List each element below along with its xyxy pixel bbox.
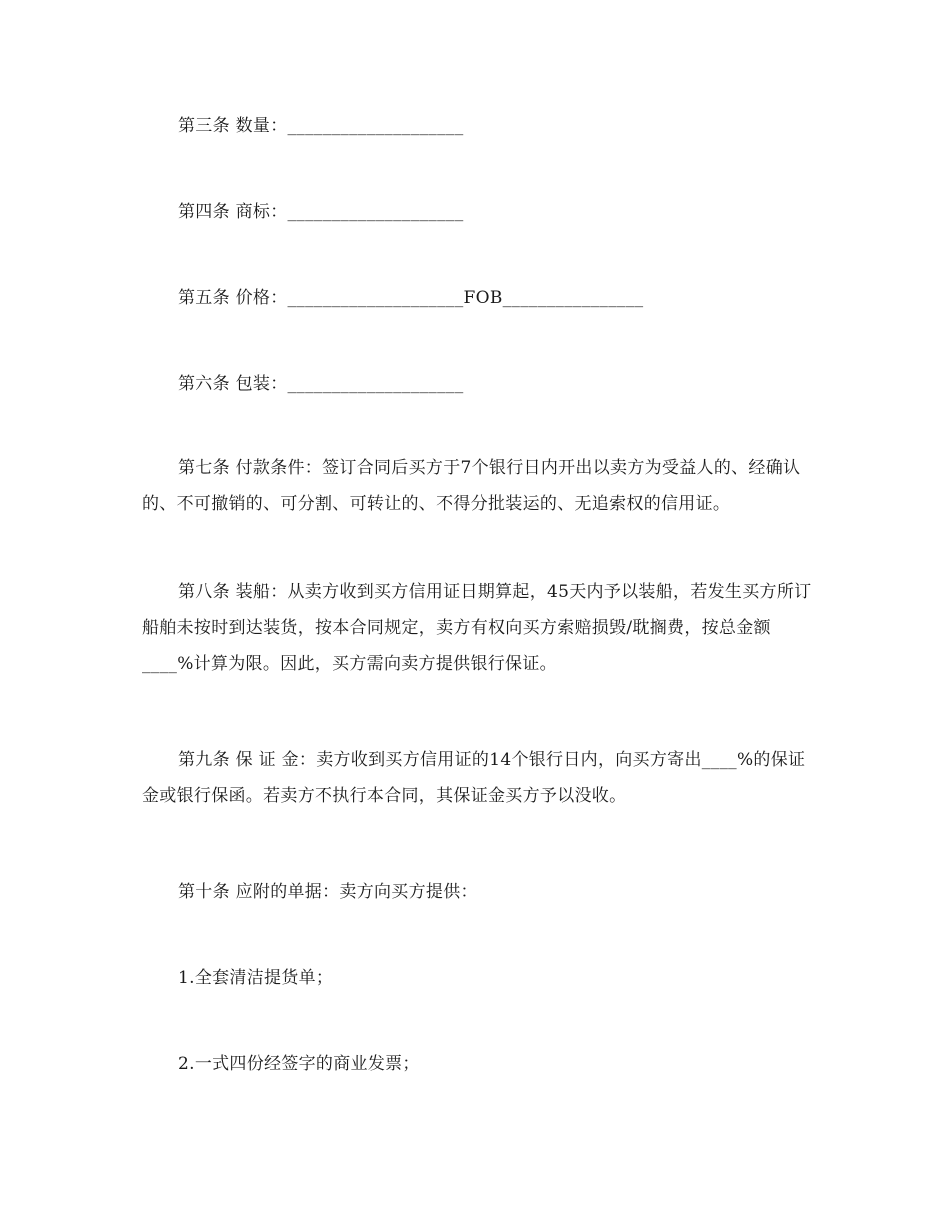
document-item-2: 2.一式四份经签字的商业发票； xyxy=(178,1054,420,1074)
clause-7-payment-terms: 第七条 付款条件：签订合同后买方于7个银行日内开出以卖方为受益人的、经确认的、不可撤销的、可分割、可转让的、不得分批装运的、无追索权的信用证。 xyxy=(142,458,801,514)
clause-10-documents: 第十条 应附的单据：卖方向买方提供： xyxy=(178,882,478,902)
clause-9-deposit: 第九条 保 证 金：卖方收到买方信用证的14个银行日内，向买方寄出____%的保证金或银行保函。若卖方不执行本合同，其保证金买方予以没收。 xyxy=(142,750,806,806)
clause-6-packing: 第六条 包装：____________________ xyxy=(178,374,464,394)
document-item-1: 1.全套清洁提货单； xyxy=(178,968,334,988)
clause-5-price: 第五条 价格：____________________FOB________________ xyxy=(178,288,644,308)
clause-4-trademark: 第四条 商标：____________________ xyxy=(178,202,464,222)
clause-3-quantity: 第三条 数量：____________________ xyxy=(178,116,464,136)
clause-8-shipment: 第八条 装船：从卖方收到买方信用证日期算起，45天内予以装船，若发生买方所订船舶未按时到达装货，按本合同规定，卖方有权向买方索赔损毁/耽搁费，按总金额____%计算为限。因此，买方需向卖方提供银行保证。 xyxy=(142,582,812,674)
